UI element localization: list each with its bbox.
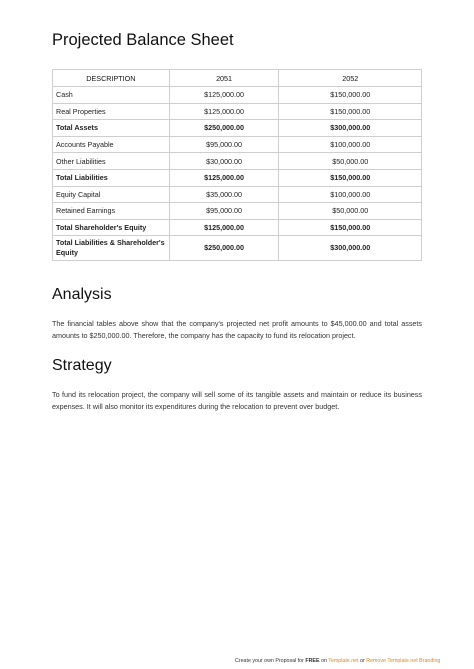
row-value-2052: $300,000.00 <box>279 120 422 137</box>
row-value-2051: $250,000.00 <box>169 236 279 261</box>
table-row <box>53 186 422 203</box>
table-row <box>53 203 422 220</box>
row-value-2051: $95,000.00 <box>169 136 279 153</box>
footer-text <box>235 658 440 664</box>
footer-prefix: Create your own Proposal for <box>235 658 306 664</box>
row-value-2051: $95,000.00 <box>169 203 279 220</box>
header-2051: 2051 <box>169 70 279 87</box>
footer-bar <box>0 656 474 669</box>
strategy-heading: Strategy <box>52 357 112 374</box>
row-value-2052: $300,000.00 <box>279 236 422 261</box>
row-label: Total Liabilities <box>53 169 170 186</box>
table-row <box>53 169 422 186</box>
row-value-2052: $50,000.00 <box>279 153 422 170</box>
row-value-2052: $150,000.00 <box>279 87 422 104</box>
row-value-2052: $150,000.00 <box>279 169 422 186</box>
footer-on: on <box>319 658 329 664</box>
row-label: Total Shareholder's Equity <box>53 219 170 236</box>
row-value-2051: $125,000.00 <box>169 103 279 120</box>
footer-free: FREE <box>305 658 320 664</box>
table-row <box>53 219 422 236</box>
table-row <box>53 236 422 261</box>
row-label: Other Liabilities <box>53 153 170 170</box>
table-row <box>53 87 422 104</box>
row-label: Accounts Payable <box>53 136 170 153</box>
analysis-text: The financial tables above show that the company's projected net profit amounts to $45,000.00 and total assets amounts to $250,000.00. Therefore, the company has the capacity to fund its relocation project. <box>52 319 422 340</box>
page-title: Projected Balance Sheet <box>52 31 234 49</box>
row-value-2051: $125,000.00 <box>169 169 279 186</box>
row-value-2052: $100,000.00 <box>279 136 422 153</box>
remove-branding-link[interactable]: Remove Template.net Branding <box>366 658 441 664</box>
table-row <box>53 103 422 120</box>
analysis-heading: Analysis <box>52 286 112 303</box>
row-label: Retained Earnings <box>53 203 170 220</box>
row-value-2051: $250,000.00 <box>169 120 279 137</box>
row-value-2052: $100,000.00 <box>279 186 422 203</box>
row-label: Total Assets <box>53 120 170 137</box>
table-row <box>53 120 422 137</box>
balance-sheet-table <box>52 69 422 261</box>
table-row <box>53 153 422 170</box>
row-value-2052: $50,000.00 <box>279 203 422 220</box>
table-row <box>53 136 422 153</box>
table-header-row <box>53 70 422 87</box>
row-value-2052: $150,000.00 <box>279 103 422 120</box>
header-description: DESCRIPTION <box>53 70 170 87</box>
row-value-2051: $35,000.00 <box>169 186 279 203</box>
row-label: Cash <box>53 87 170 104</box>
row-value-2051: $30,000.00 <box>169 153 279 170</box>
row-label: Equity Capital <box>53 186 170 203</box>
row-label: Total Liabilities & Shareholder's Equity <box>53 236 170 261</box>
row-label: Real Properties <box>53 103 170 120</box>
row-value-2051: $125,000.00 <box>169 219 279 236</box>
row-value-2052: $150,000.00 <box>279 219 422 236</box>
header-2052: 2052 <box>279 70 422 87</box>
row-value-2051: $125,000.00 <box>169 87 279 104</box>
strategy-text: To fund its relocation project, the company will sell some of its tangible assets and maintain or reduce its business expenses. It will also monitor its expenditures during the relocation to prevent over budget. <box>52 390 422 411</box>
template-net-link[interactable]: Template.net <box>328 658 359 664</box>
footer-or: or <box>358 658 367 664</box>
